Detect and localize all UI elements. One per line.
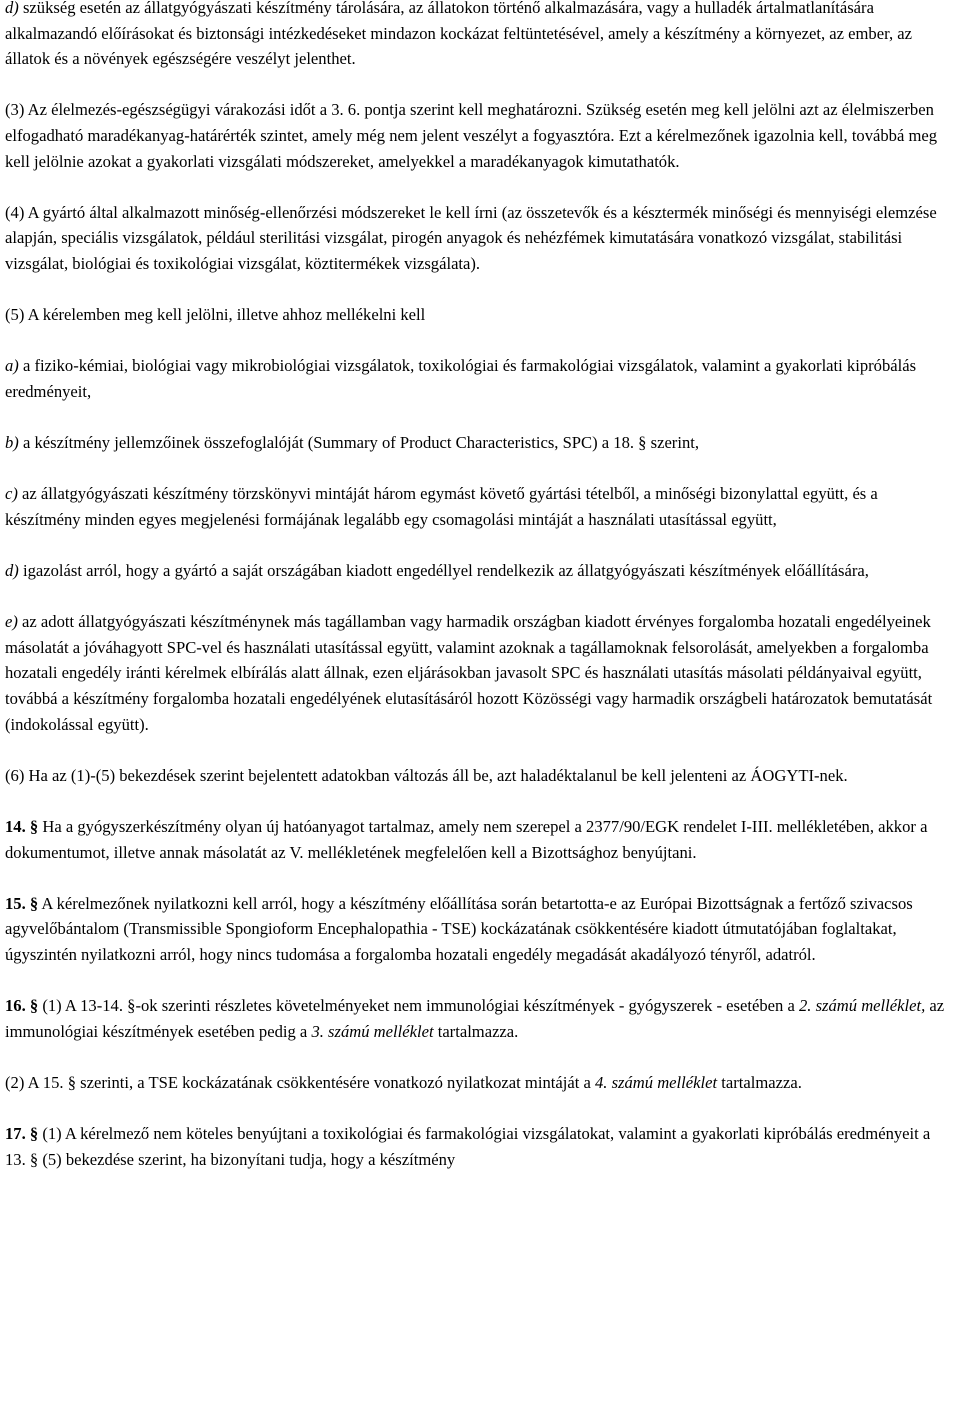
paragraph-5: (5) A kérelemben meg kell jelölni, illetve ahhoz mellékelni kell: [5, 305, 426, 325]
item-label: a): [5, 356, 19, 376]
item-label: c): [5, 484, 18, 504]
paragraph-text: szükség esetén az állatgyógyászati készítmény tárolására, az állatokon történő alkalmazására, vagy a hulladék ártalmatlanítására alkalmazandó előírásokat és biztonsági intézkedéseket mindazon kockázat feltüntetésével, amely a készítmény a környezet, az ember, az állatok és a növények egészségére veszélyt jelenthet.: [5, 0, 912, 69]
paragraph-d: [5, 0, 953, 72]
section-number: 14. §: [5, 817, 39, 836]
section-text: Ha a gyógyszerkészítmény olyan új hatóanyagot tartalmaz, amely nem szerepel a 2377/90/EGK rendelet I-III. mellékletében, akkor a dokumentumot, illetve annak másolatát az V. mellékletének megfelelően kell a Bizottsághoz benyújtani.: [5, 817, 928, 862]
section-number: 15. §: [5, 893, 39, 913]
paragraph-text: a fiziko-kémiai, biológiai vagy mikrobiológiai vizsgálatok, toxikológiai és farmakológiai vizsgálatok, valamint a gyakorlati kipróbálás eredményeit,: [5, 356, 917, 401]
paragraph-text: az adott állatgyógyászati készítménynek más tagállamban vagy harmadik országban kiadott érvényes forgalomba hozatali engedélyeinek másolatát a jóváhagyott SPC-vel és használati utasítással együtt, valamint azoknak a tagállamoknak felsorolását, amelyekben a forgalomba hozatali engedély iránti kérelmek elbírálás alatt állnak, ezen eljárásokban javasolt SPC és használati utasítás másolati példányaival együtt, továbbá a készítmény forgalomba hozatali engedélyének elutasításáról hozott Közösségi vagy harmadik országbeli határozatok bemutatását (indokolással együtt).: [5, 612, 933, 734]
section-text: (1) A 13-14. §-ok szerinti részletes követelményeket nem immunológiai készítmények - gyógyszerek - esetében a: [38, 996, 799, 1016]
paragraph-text: a készítmény jellemzőinek összefoglalóját (Summary of Product Characteristics, SPC) a 18. § szerint,: [18, 433, 700, 453]
paragraph-5d: [5, 558, 953, 584]
annex-reference: 3. számú melléklet: [311, 1021, 434, 1041]
item-label: d): [5, 561, 19, 581]
paragraph-6: (6) Ha az (1)-(5) bekezdések szerint bejelentett adatokban változás áll be, azt haladéktalanul be kell jelenteni az ÁOGYTI-nek.: [5, 765, 848, 785]
paragraph-3: (3) Az élelmezés-egészségügyi várakozási időt a 3. 6. pontja szerint kell meghatározni. Szükség esetén meg kell jelölni azt az élelmiszerben elfogadható maradékanyag-határérték szintet, amely még nem jelent veszélyt a fogyasztóra. Ezt a kérelmezőnek igazolnia kell, továbbá meg kell jelölnie azokat a gyakorlati vizsgálati módszereket, amelyekkel a maradékanyagok kimutathatók.: [5, 100, 938, 171]
item-label: d): [5, 0, 19, 17]
section-text: tartalmazza.: [717, 1072, 802, 1092]
section-15: [5, 891, 953, 968]
annex-reference: 4. számú melléklet: [594, 1072, 718, 1092]
paragraph-text: az állatgyógyászati készítmény törzskönyvi mintáját három egymást követő gyártási tételből, a minőségi bizonylattal együtt, és a készítmény minden egyes megjelenési formájának legalább egy csomagolási mintáját a használati utasítással együtt,: [5, 484, 878, 529]
item-label: b): [5, 433, 19, 453]
paragraph-5e: [5, 609, 953, 737]
section-text: A kérelmezőnek nyilatkozni kell arról, hogy a készítmény előállítása során betartotta-e az Európai Bizottságnak a fertőző szivacsos agyvelőbántalom (Transmissible Spongioform Encephalopathia - TSE) kockázatának csökkentésére kiadott útmutatójában foglaltakat, úgyszintén nyilatkozni arról, hogy nincs tudomása a forgalomba hozatali engedély megadását akadályozó tényről, adatról.: [5, 893, 913, 964]
section-14: [5, 814, 953, 865]
annex-reference: 2. számú melléklet,: [798, 996, 926, 1016]
section-16-2: [5, 1070, 953, 1096]
section-text: az immunológiai készítmények esetében pedig a: [5, 996, 945, 1041]
section-text: (1) A kérelmező nem köteles benyújtani a toxikológiai és farmakológiai vizsgálatokat, valamint a gyakorlati kipróbálás eredményeit a 13. § (5) bekezdése szerint, ha bizonyítani tudja, hogy a készítmény: [5, 1124, 931, 1169]
paragraph-5b: [5, 430, 953, 456]
section-number: 16. §: [5, 996, 39, 1016]
item-label: e): [5, 612, 18, 632]
paragraph-4: (4) A gyártó által alkalmazott minőség-ellenőrzési módszereket le kell írni (az összetevők és a késztermék minőségi és mennyiségi elemzése alapján, speciális vizsgálatok, például sterilitási vizsgálat, pirogén anyagok és nehézfémek kimutatására vonatkozó vizsgálat, stabilitási vizsgálat, biológiai és toxikológiai vizsgálat, köztitermékek vizsgálata).: [5, 202, 937, 273]
paragraph-text: igazolást arról, hogy a gyártó a saját országában kiadott engedéllyel rendelkezik az állatgyógyászati készítmények előállítására,: [18, 561, 869, 581]
section-text: (2) A 15. § szerinti, a TSE kockázatának csökkentésére vonatkozó nyilatkozat mintáját a: [5, 1072, 595, 1092]
paragraph-5a: [5, 353, 953, 404]
section-17: [5, 1121, 953, 1172]
paragraph-5c: [5, 481, 953, 532]
document-page: [5, 0, 953, 1198]
section-number: 17. §: [5, 1124, 39, 1144]
section-text: tartalmazza.: [433, 1021, 519, 1041]
section-16-1: [5, 993, 953, 1044]
